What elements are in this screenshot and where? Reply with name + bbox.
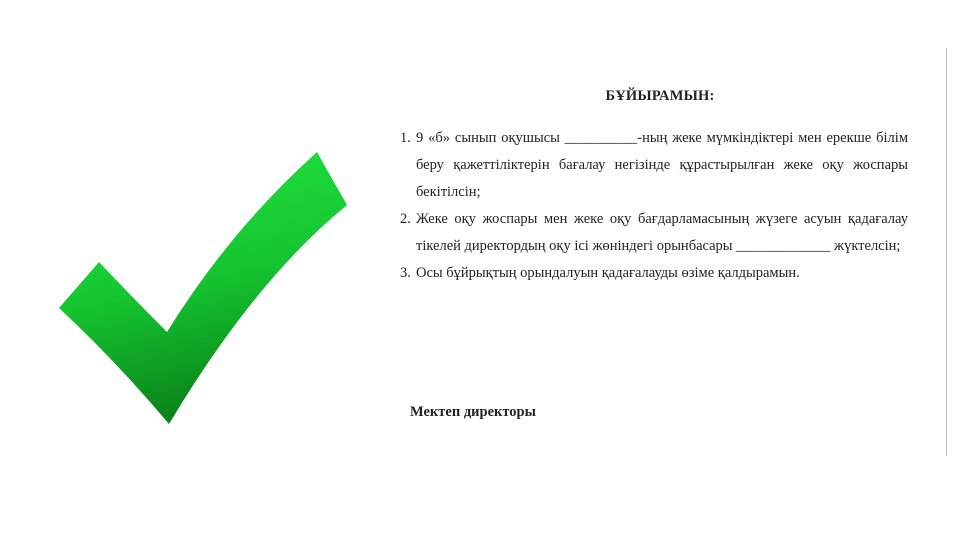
page-edge-line bbox=[946, 48, 947, 456]
list-item bbox=[400, 125, 920, 206]
signature-label: Мектеп директоры bbox=[410, 404, 536, 420]
order-list bbox=[400, 125, 920, 287]
list-item bbox=[400, 260, 920, 287]
order-document bbox=[400, 80, 920, 287]
list-item-text: Осы бұйрықтың орындалуын қадағалауды өзіме қалдырамын. bbox=[416, 265, 800, 281]
list-item-number: 3. bbox=[400, 265, 411, 281]
check-mark-icon bbox=[55, 150, 350, 430]
list-item-number: 1. bbox=[400, 130, 411, 146]
list-item bbox=[400, 206, 920, 260]
document-title: БҰЙЫРАМЫН: bbox=[605, 88, 715, 104]
list-item-text: 9 «б» сынып оқушысы __________-ның жеке мүмкіндіктері мен ерекше білім беру қажеттіліктерін бағалау негізінде құрастырылған жеке оқу жоспары бекітілсін; bbox=[416, 130, 908, 200]
list-item-number: 2. bbox=[400, 211, 411, 227]
list-item-text: Жеке оқу жоспары мен жеке оқу бағдарламасының жүзеге асуын қадағалау тікелей директордың оқу ісі жөніндегі орынбасары _____________ жүктелсін; bbox=[416, 211, 908, 254]
